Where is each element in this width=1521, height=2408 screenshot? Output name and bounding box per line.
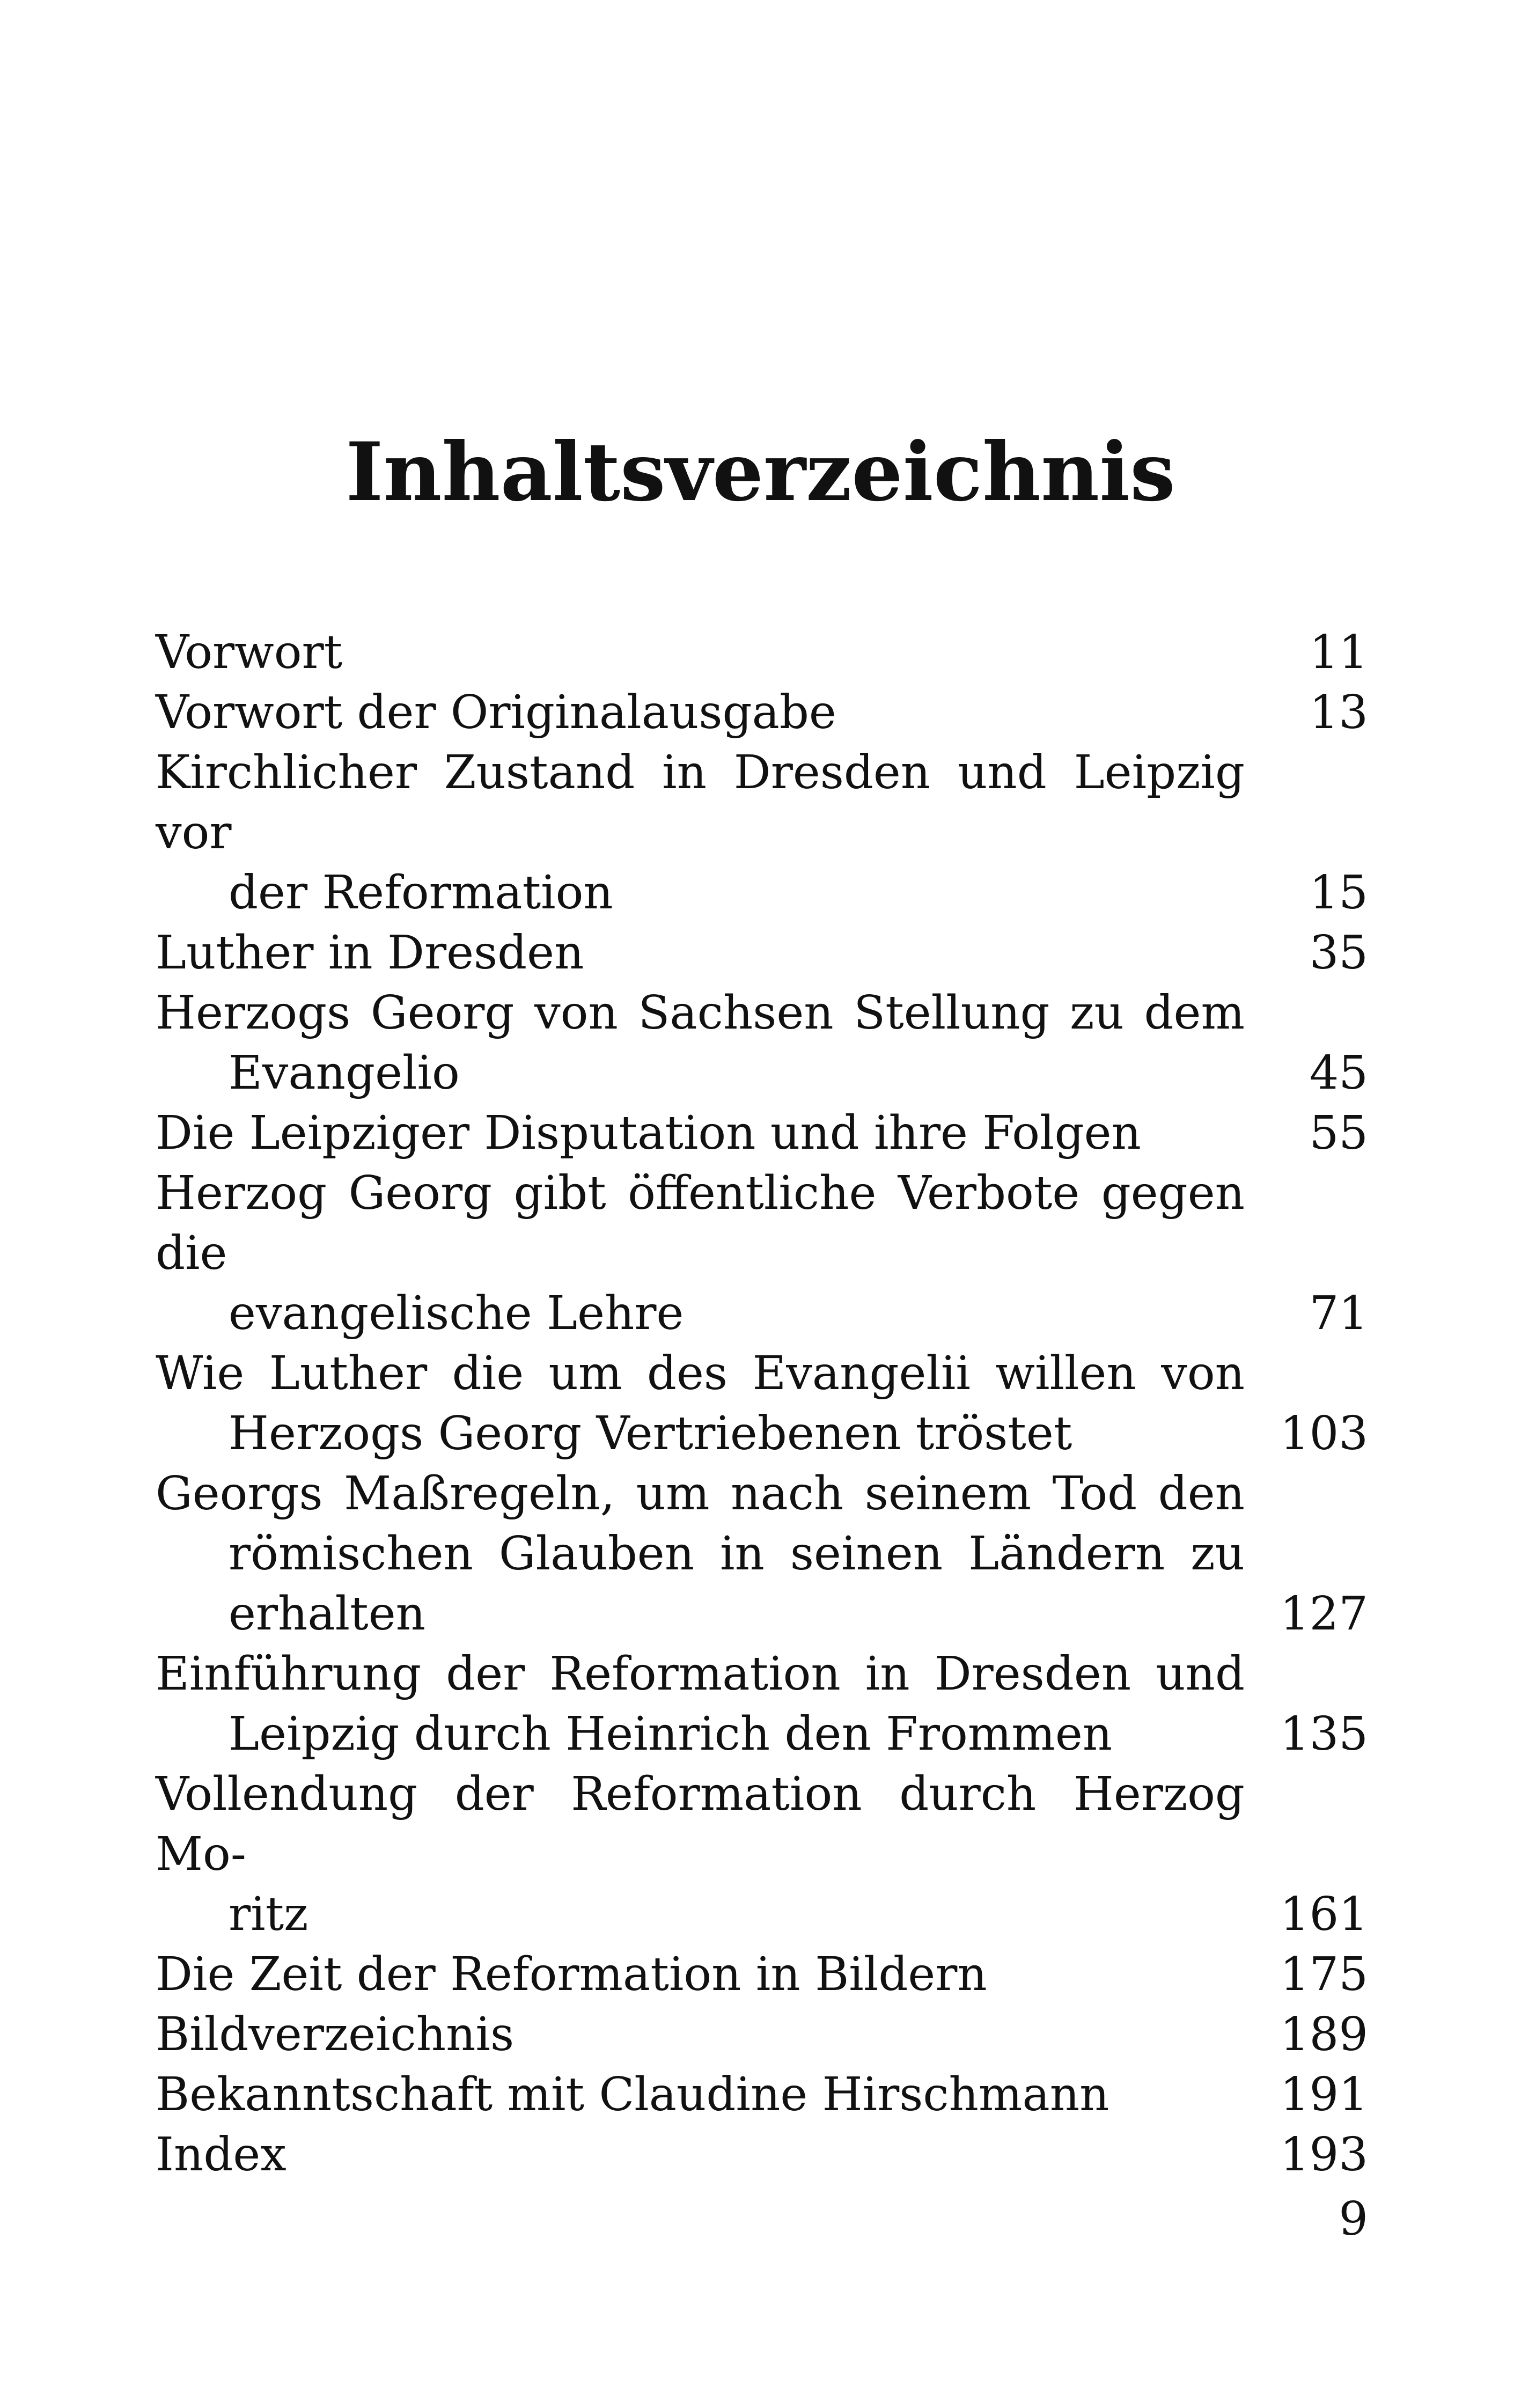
toc-entry-page: 103 [1280, 1407, 1368, 1460]
page-title: Inhaltsverzeichnis [346, 425, 1175, 519]
toc-entry-line: erhalten [229, 1587, 426, 1641]
toc-entry-page: 135 [1280, 1707, 1368, 1761]
toc-entry [156, 622, 1368, 682]
toc-entry [156, 1344, 1368, 1464]
toc-entry-title [156, 923, 1245, 983]
toc-entry-title [156, 2125, 1245, 2185]
toc-entry-page: 11 [1309, 626, 1368, 679]
toc-entry-line: Index [156, 2128, 286, 2182]
toc-entry [156, 2125, 1368, 2185]
toc-entry [156, 983, 1368, 1103]
toc-entry [156, 1944, 1368, 2005]
toc-entry-line: Vorwort der Originalausgabe [156, 686, 836, 739]
toc-entry-line: Bekanntschaft mit Claudine Hirschmann [156, 2068, 1109, 2121]
toc-entry-page: 13 [1309, 686, 1368, 739]
toc-entry-title [156, 2065, 1245, 2125]
toc-entry-line: Einführung der Reformation in Dresden und [156, 1647, 1245, 1701]
page-number: 9 [1339, 2192, 1368, 2246]
toc-entry-page: 127 [1280, 1587, 1368, 1641]
toc-entry-page: 35 [1309, 926, 1368, 980]
toc-entry [156, 1644, 1368, 1764]
toc-entry-line: Vorwort [156, 626, 343, 679]
toc-entry-page: 15 [1309, 866, 1368, 920]
toc-entry-line: Leipzig durch Heinrich den Frommen [229, 1707, 1113, 1761]
toc-entry-page: 189 [1280, 2008, 1368, 2061]
toc-entry-line: Herzog Georg gibt öffentliche Verbote gegen die [156, 1166, 1245, 1280]
toc-entry-title [156, 682, 1245, 743]
toc-entry [156, 2005, 1368, 2065]
toc-entry-line: Kirchlicher Zustand in Dresden und Leipzig vor [156, 746, 1245, 860]
toc-entry-title [156, 743, 1245, 923]
toc-entry-line: Herzogs Georg von Sachsen Stellung zu dem [156, 986, 1245, 1040]
toc-entry-page: 193 [1280, 2128, 1368, 2182]
toc-entry-title [156, 2005, 1245, 2065]
toc-entry-title [156, 983, 1245, 1103]
toc-entry-title [156, 1344, 1245, 1464]
toc-entry-page: 45 [1309, 1046, 1368, 1100]
toc-entry-title [156, 622, 1245, 682]
toc-entry [156, 743, 1368, 923]
toc-entry-title [156, 1163, 1245, 1344]
toc-entry-line: Die Leipziger Disputation und ihre Folgen [156, 1106, 1141, 1160]
toc-entry-line: Wie Luther die um des Evangelii willen von [156, 1347, 1245, 1400]
toc-entry-title [156, 1103, 1245, 1163]
toc-entry-title [156, 1944, 1245, 2005]
toc-entry-page: 71 [1309, 1287, 1368, 1340]
toc-entry-line: Die Zeit der Reformation in Bildern [156, 1948, 987, 2001]
toc-entry-title [156, 1464, 1245, 1644]
toc-entry-page: 175 [1280, 1948, 1368, 2001]
toc-entry [156, 923, 1368, 983]
toc-entry-page: 55 [1309, 1106, 1368, 1160]
toc-entry-line: evangelische Lehre [229, 1287, 684, 1340]
toc-entry [156, 2065, 1368, 2125]
toc-entry-line: ritz [229, 1888, 308, 1941]
toc-entry [156, 682, 1368, 743]
toc-entry-page: 191 [1280, 2068, 1368, 2121]
toc-entry-line: Vollendung der Reformation durch Herzog Mo- [156, 1767, 1245, 1881]
toc-entry [156, 1103, 1368, 1163]
toc-entry-page: 161 [1280, 1888, 1368, 1941]
toc-entry-line: Bildverzeichnis [156, 2008, 515, 2061]
toc-entry-line: Herzogs Georg Vertriebenen tröstet [229, 1407, 1072, 1460]
toc-entry [156, 1764, 1368, 1944]
toc-entry-line: Georgs Maßregeln, um nach seinem Tod den [156, 1467, 1245, 1521]
toc-entry-title [156, 1644, 1245, 1764]
toc-entry-line: der Reformation [229, 866, 613, 920]
toc-entry-line: Luther in Dresden [156, 926, 584, 980]
toc-entry-line: Evangelio [229, 1046, 460, 1100]
toc-entry-line: römischen Glauben in seinen Ländern zu [229, 1527, 1245, 1581]
table-of-contents [156, 622, 1368, 2185]
toc-entry-title [156, 1764, 1245, 1944]
toc-entry [156, 1464, 1368, 1644]
toc-entry [156, 1163, 1368, 1344]
